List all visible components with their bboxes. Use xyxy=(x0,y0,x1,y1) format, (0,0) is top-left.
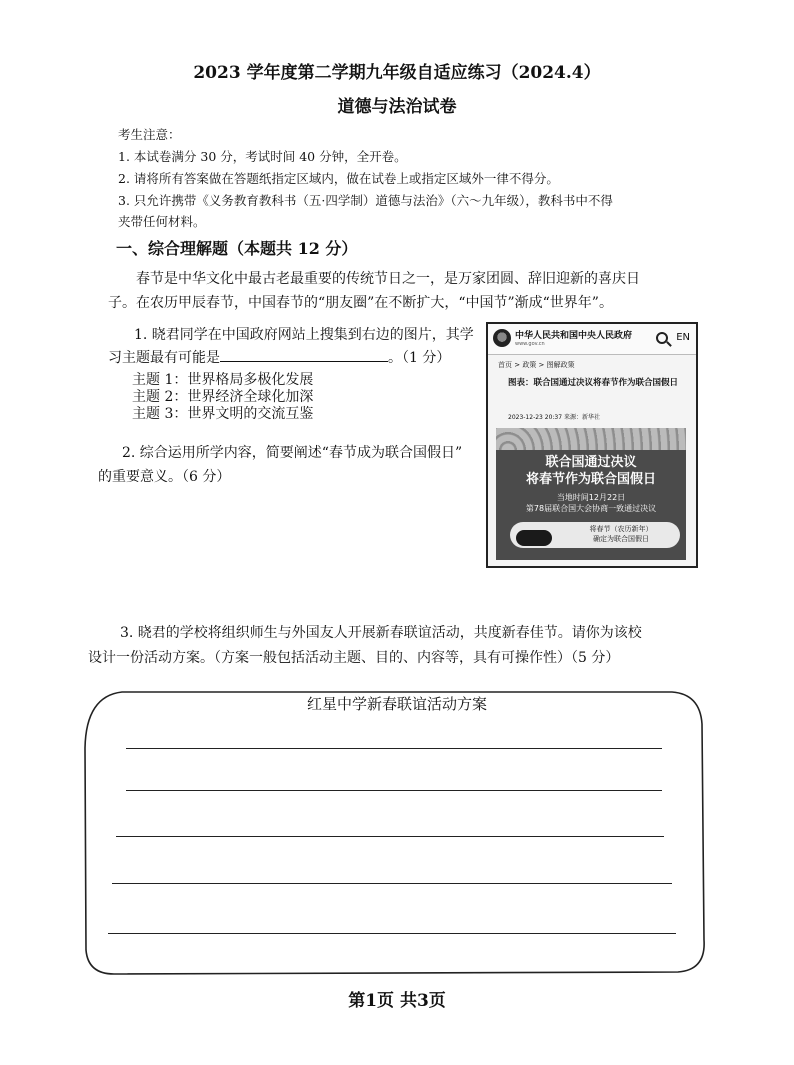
plan-title: 红星中学新春联谊活动方案 xyxy=(306,695,487,713)
banner-headline-1: 联合国通过决议 xyxy=(545,455,637,470)
breadcrumb: 首页 > 政策 > 图解政策 xyxy=(498,361,575,369)
q1-line-1: 1. 晓君同学在中国政府网站上搜集到右边的图片，其学 xyxy=(134,327,474,343)
notice-item-3-cont: 夹带任何材料。 xyxy=(118,214,206,229)
notice-heading: 考生注意： xyxy=(118,127,181,142)
writing-line-3[interactable] xyxy=(116,836,664,837)
exam-subtitle: 道德与法治试卷 xyxy=(337,97,457,117)
site-name: 中华人民共和国中央人民政府 xyxy=(515,331,633,341)
language-label: EN xyxy=(676,332,690,343)
q1-points: 。（1 分） xyxy=(388,350,451,366)
writing-line-1[interactable] xyxy=(126,748,662,749)
banner-desc: 第78届联合国大会协商一致通过决议 xyxy=(525,504,657,513)
q3-line-2: 设计一份活动方案。（方案一般包括活动主题、目的、内容等，具有可操作性）（5 分） xyxy=(88,650,620,666)
pill-text-1: 将春节（农历新年） xyxy=(589,525,653,533)
pill-text-2: 确定为联合国假日 xyxy=(593,535,649,543)
q3-line-1: 3. 晓君的学校将组织师生与外国友人开展新春联谊活动，共度新春佳节。请你为该校 xyxy=(120,625,642,641)
page-number: 第1页 共3页 xyxy=(348,991,446,1011)
search-icon xyxy=(656,332,668,344)
plan-answer-frame xyxy=(82,688,708,978)
section-title: 一、综合理解题（本题共 12 分） xyxy=(116,239,358,258)
writing-line-2[interactable] xyxy=(126,790,662,791)
site-header xyxy=(488,324,696,355)
theme-1: 主题 1：世界格局多极化发展 xyxy=(132,372,314,388)
intro-line-2: 子。在农历甲辰春节，中国春节的“朋友圈”在不断扩大，“中国节”渐成“世界年”。 xyxy=(108,295,613,311)
notice-item-2: 2. 请将所有答案做在答题纸指定区域内，做在试卷上或指定区域外一律不得分。 xyxy=(118,171,559,186)
theme-2: 主题 2：世界经济全球化加深 xyxy=(132,389,314,405)
cloud-pattern xyxy=(496,428,686,450)
article-meta: 2023-12-23 20:37 来源：新华社 xyxy=(508,414,600,421)
article-title: 图表：联合国通过决议将春节作为联合国假日 xyxy=(507,378,678,388)
frame-outline xyxy=(85,692,704,974)
q1-prompt: 习主题最有可能是 xyxy=(108,350,220,366)
writing-line-5[interactable] xyxy=(108,933,676,934)
q1-answer-blank[interactable] xyxy=(220,347,388,362)
notice-item-1: 1. 本试卷满分 30 分，考试时间 40 分钟，全开卷。 xyxy=(118,149,407,164)
gov-website-screenshot xyxy=(486,322,698,568)
theme-3: 主题 3：世界文明的交流互鉴 xyxy=(132,406,314,422)
pill-text xyxy=(566,524,676,544)
banner-detail xyxy=(496,492,686,514)
notice-item-3: 3. 只允许携带《义务教育教科书（五·四学制）道德与法治》（六～九年级），教科书中不得 xyxy=(118,193,613,208)
news-banner xyxy=(496,428,686,560)
q2-line-2: 的重要意义。（6 分） xyxy=(98,469,231,485)
writing-line-4[interactable] xyxy=(112,883,672,884)
exam-title: 2023 学年度第二学期九年级自适应练习（2024.4） xyxy=(193,63,601,83)
q1-line-2 xyxy=(108,347,450,367)
banner-headline xyxy=(496,454,686,488)
banner-headline-2: 将春节作为联合国假日 xyxy=(525,472,656,487)
q2-line-1: 2. 综合运用所学内容，简要阐述“春节成为联合国假日” xyxy=(122,445,463,461)
site-url: www.gov.cn xyxy=(515,341,545,347)
intro-line-1: 春节是中华文化中最古老最重要的传统节日之一，是万家团圆、辞旧迎新的喜庆日 xyxy=(136,271,640,287)
pill-dot-icon xyxy=(516,530,552,546)
banner-date: 当地时间12月22日 xyxy=(556,493,626,502)
national-emblem-icon xyxy=(493,329,511,347)
